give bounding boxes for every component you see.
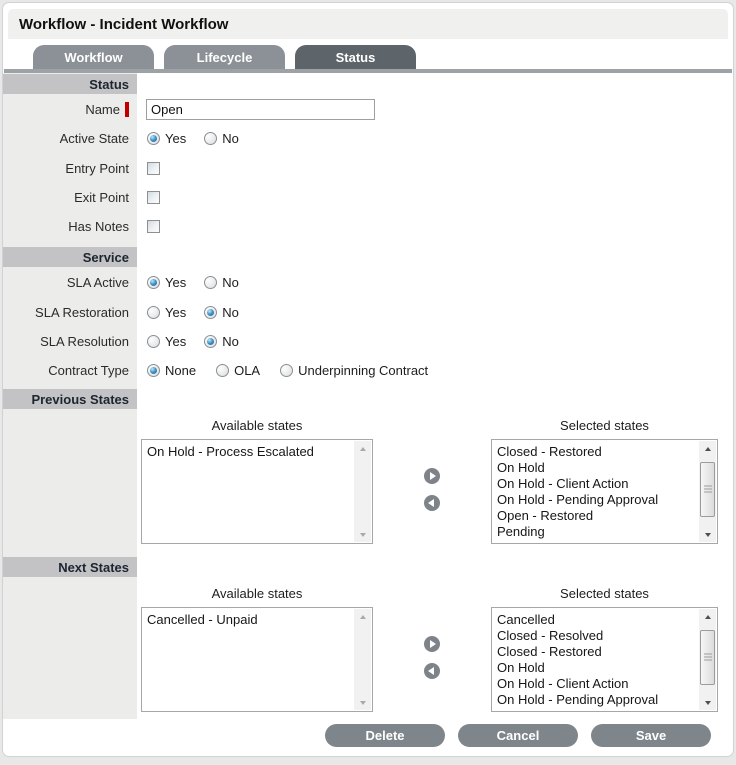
radio-icon <box>204 335 217 348</box>
previous-selected-states-label: Selected states <box>560 418 649 433</box>
previous-available-listbox[interactable] <box>141 439 373 544</box>
has-notes-checkbox[interactable] <box>147 220 160 233</box>
previous-states-dual-list <box>137 409 718 544</box>
contract-underpinning-option[interactable] <box>280 363 428 378</box>
next-selected-states-label: Selected states <box>560 586 649 601</box>
option-label: OLA <box>234 363 261 378</box>
tab-lifecycle[interactable]: Lifecycle <box>164 45 285 69</box>
sla-active-yes-option[interactable] <box>147 275 186 290</box>
scroll-track[interactable] <box>354 624 371 695</box>
list-item[interactable]: On Hold - Pending Approval <box>497 492 659 507</box>
option-label: Underpinning Contract <box>298 363 429 378</box>
next-available-states-label: Available states <box>211 586 303 601</box>
scrollbar[interactable] <box>699 441 716 542</box>
option-label: Yes <box>165 274 187 290</box>
right-arrow-icon <box>430 472 436 480</box>
scroll-up-icon[interactable] <box>699 609 716 624</box>
exit-point-label: Exit Point <box>74 190 129 205</box>
sla-active-radiogroup <box>137 267 733 297</box>
scroll-up-icon[interactable] <box>699 441 716 456</box>
has-notes-label: Has Notes <box>68 219 129 234</box>
option-label: None <box>165 363 197 378</box>
scrollbar[interactable] <box>354 441 371 542</box>
entry-point-checkbox[interactable] <box>147 162 160 175</box>
previous-available-states-label: Available states <box>211 418 303 433</box>
radio-icon <box>280 364 293 377</box>
left-arrow-icon <box>428 499 434 507</box>
section-header-next-states: Next States <box>3 557 137 577</box>
scroll-thumb[interactable] <box>700 462 715 517</box>
next-states-dual-list <box>137 577 718 712</box>
option-label: No <box>222 130 239 146</box>
delete-button[interactable]: Delete <box>325 724 445 747</box>
list-item[interactable]: Closed - Resolved <box>497 628 604 643</box>
name-input[interactable] <box>146 99 375 120</box>
option-label: No <box>222 334 239 349</box>
contract-type-label: Contract Type <box>48 363 129 378</box>
name-label: Name <box>85 101 120 117</box>
active-state-yes-option[interactable] <box>147 131 186 146</box>
scroll-down-icon[interactable] <box>354 695 371 710</box>
page-title: Workflow - Incident Workflow <box>19 15 229 33</box>
list-item[interactable]: On Hold - Client Action <box>497 676 629 691</box>
left-arrow-icon <box>428 667 434 675</box>
list-item[interactable]: Cancelled - Unpaid <box>147 612 258 627</box>
sla-active-no-option[interactable] <box>204 275 239 290</box>
tab-bar <box>33 45 733 69</box>
list-item[interactable]: On Hold - Process Escalated <box>147 444 314 459</box>
scroll-up-icon[interactable] <box>354 441 371 456</box>
sla-restoration-no-option[interactable] <box>204 305 239 320</box>
previous-selected-listbox[interactable] <box>491 439 718 544</box>
list-item[interactable]: Cancelled <box>497 612 555 627</box>
scrollbar[interactable] <box>354 609 371 710</box>
scroll-down-icon[interactable] <box>699 527 716 542</box>
sla-active-label: SLA Active <box>66 274 129 290</box>
section-header-status: Status <box>3 74 137 94</box>
sla-restoration-radiogroup <box>137 297 733 327</box>
previous-move-right-button[interactable] <box>424 468 440 484</box>
action-button-bar <box>3 719 733 747</box>
scroll-track[interactable] <box>699 624 716 695</box>
next-move-left-button[interactable] <box>424 663 440 679</box>
option-label: No <box>222 274 239 290</box>
scroll-thumb[interactable] <box>700 630 715 685</box>
contract-type-radiogroup <box>137 356 733 385</box>
entry-point-label: Entry Point <box>65 160 129 176</box>
radio-icon <box>204 306 217 319</box>
section-header-service: Service <box>3 247 137 267</box>
sla-resolution-yes-option[interactable] <box>147 334 186 349</box>
cancel-button[interactable]: Cancel <box>458 724 578 747</box>
scroll-track[interactable] <box>699 456 716 527</box>
list-item[interactable]: On Hold - Pending Approval <box>497 692 659 707</box>
radio-icon <box>204 276 217 289</box>
radio-icon <box>147 335 160 348</box>
title-bar <box>8 9 728 39</box>
list-item[interactable]: On Hold <box>497 460 545 475</box>
scroll-down-icon[interactable] <box>354 527 371 542</box>
radio-icon <box>147 276 160 289</box>
option-label: Yes <box>165 334 187 349</box>
option-label: No <box>222 304 239 320</box>
next-available-listbox[interactable] <box>141 607 373 712</box>
next-selected-listbox[interactable] <box>491 607 718 712</box>
previous-move-left-button[interactable] <box>424 495 440 511</box>
contract-none-option[interactable] <box>147 363 196 378</box>
radio-icon <box>204 132 217 145</box>
sla-resolution-radiogroup <box>137 327 733 356</box>
list-item[interactable]: Closed - Restored <box>497 644 602 659</box>
active-state-label: Active State <box>59 130 129 146</box>
sla-resolution-label: SLA Resolution <box>40 334 129 349</box>
contract-ola-option[interactable] <box>216 363 260 378</box>
list-item[interactable]: On Hold <box>497 660 545 675</box>
list-item[interactable]: Closed - Restored <box>497 444 602 459</box>
list-item[interactable]: Pending <box>497 524 545 539</box>
list-item[interactable]: On Hold - Client Action <box>497 476 629 491</box>
radio-icon <box>216 364 229 377</box>
list-item[interactable]: Open - Restored <box>497 508 594 523</box>
radio-icon <box>147 364 160 377</box>
section-header-previous-states: Previous States <box>3 389 137 409</box>
option-label: Yes <box>165 304 187 320</box>
active-state-no-option[interactable] <box>204 131 239 146</box>
exit-point-checkbox[interactable] <box>147 191 160 204</box>
right-arrow-icon <box>430 640 436 648</box>
radio-icon <box>147 132 160 145</box>
status-form <box>3 73 733 719</box>
scrollbar[interactable] <box>699 609 716 710</box>
required-marker-icon <box>125 102 129 117</box>
scroll-up-icon[interactable] <box>354 609 371 624</box>
tab-status[interactable]: Status <box>295 45 416 69</box>
sla-restoration-yes-option[interactable] <box>147 305 186 320</box>
scroll-track[interactable] <box>354 456 371 527</box>
sla-restoration-label: SLA Restoration <box>35 304 129 320</box>
active-state-radiogroup <box>137 123 733 153</box>
sla-resolution-no-option[interactable] <box>204 334 239 349</box>
next-move-right-button[interactable] <box>424 636 440 652</box>
scroll-down-icon[interactable] <box>699 695 716 710</box>
option-label: Yes <box>165 130 187 146</box>
radio-icon <box>147 306 160 319</box>
save-button[interactable]: Save <box>591 724 711 747</box>
tab-workflow[interactable]: Workflow <box>33 45 154 69</box>
workflow-window <box>2 2 734 757</box>
